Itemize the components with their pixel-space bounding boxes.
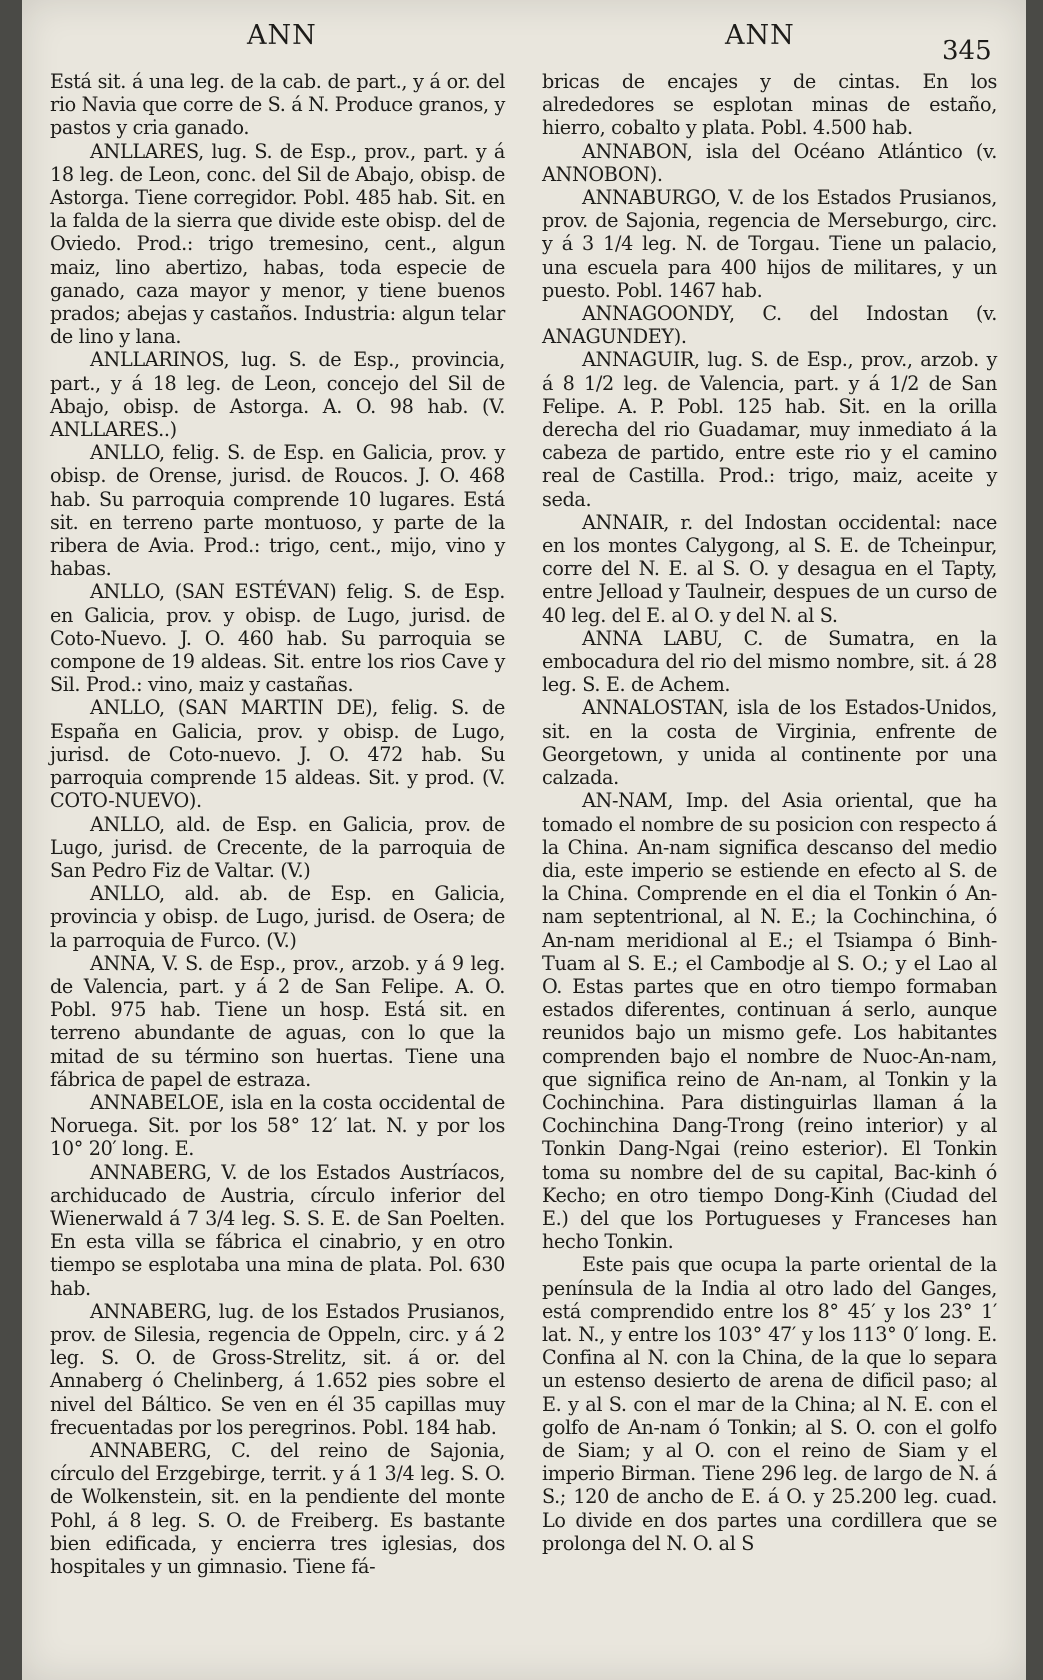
book-page bbox=[22, 0, 1026, 1680]
dictionary-entry: Está sit. á una leg. de la cab. de part., y á or. del rio Navia que corre de S. á N. Produce granos, y pastos y cria ganado. bbox=[50, 70, 505, 140]
dictionary-entry: AN-NAM, Imp. del Asia oriental, que ha tomado el nombre de su posicion con respecto á la China. An-nam significa descanso del medio dia, este imperio se estiende en efecto al S. de la China. Comprende en el dia el Tonkin ó An-nam septentrional, al N. E.; la Cochinchina, ó An-nam meridional al E.; el Tsiampa ó Binh-Tuam al S. E.; el Cambodje al S. O.; y el Lao al O. Estas partes que en otro tiempo formaban estados diferentes, continuan á serlo, aunque reunidos bajo un mismo gefe. Los habitantes comprenden bajo el nombre de Nuoc-An-nam, que significa reino de An-nam, al Tonkin y la Cochinchina. Para distinguirlas llaman á la Cochinchina Dang-Trong (reino interior) y al Tonkin Dang-Ngai (reino esterior). El Tonkin toma su nombre del de su capital, Bac-kinh ó Kecho; en otro tiempo Dong-Kinh (Ciudad del E.) del que los Portugueses y Franceses han hecho Tonkin. bbox=[542, 789, 997, 1254]
dictionary-entry: ANNA, V. S. de Esp., prov., arzob. y á 9 leg. de Valencia, part. y á 2 de San Felipe. A. O. Pobl. 975 hab. Tiene un hosp. Está sit. en terreno abundante de aguas, con lo que la mitad de su término son huertas. Tiene una fábrica de papel de estraza. bbox=[50, 951, 505, 1091]
dictionary-entry: ANNALOSTAN, isla de los Estados-Unidos, sit. en la costa de Virginia, enfrente de Georgetown, y unida al continente por una calzada. bbox=[542, 696, 997, 790]
left-column bbox=[50, 70, 505, 1578]
right-column bbox=[542, 70, 997, 1555]
dictionary-entry: ANLLO, ald. ab. de Esp. en Galicia, provincia y obisp. de Lugo, jurisd. de Osera; de la parroquia de Furco. (V.) bbox=[50, 882, 505, 952]
dictionary-entry: ANNABELOE, isla en la costa occidental de Noruega. Sit. por los 58° 12′ lat. N. y por los 10° 20′ long. E. bbox=[50, 1090, 505, 1161]
dictionary-entry: bricas de encajes y de cintas. En los alrededores se esplotan minas de estaño, hierro, cobalto y plata. Pobl. 4.500 hab. bbox=[542, 70, 997, 140]
dictionary-entry: ANNABERG, lug. de los Estados Prusianos, prov. de Silesia, regencia de Oppeln, circ. y á 2 leg. S. O. de Gross-Strelitz, sit. á or. del Annaberg ó Chelinberg, á 1.652 pies sobre el nivel del Báltico. Se ven en él 35 capillas muy frecuentadas por los peregrinos. Pobl. 184 hab. bbox=[50, 1299, 505, 1439]
page-number: 345 bbox=[942, 36, 992, 66]
dictionary-entry: ANLLO, (SAN ESTÉVAN) felig. S. de Esp. en Galicia, prov. y obisp. de Lugo, jurisd. de Coto-Nuevo. J. O. 460 hab. Su parroquia se compone de 19 aldeas. Sit. entre los rios Cave y Sil. Prod.: vino, maiz y castañas. bbox=[50, 580, 505, 697]
dictionary-entry: ANLLO, ald. de Esp. en Galicia, prov. de Lugo, jurisd. de Crecente, de la parroquia de San Pedro Fiz de Valtar. (V.) bbox=[50, 812, 505, 882]
running-head-left: ANN bbox=[247, 20, 317, 51]
dictionary-entry: ANNAGUIR, lug. S. de Esp., prov., arzob. y á 8 1/2 leg. de Valencia, part. y á 1/2 de San Felipe. A. P. Pobl. 125 hab. Sit. en la orilla derecha del rio Guadamar, muy inmediato á la cabeza de partido, entre este rio y el camino real de Castilla. Prod.: trigo, maiz, aceite y seda. bbox=[542, 348, 997, 511]
dictionary-entry: ANNABERG, V. de los Estados Austríacos, archiducado de Austria, círculo inferior del Wienerwald á 7 3/4 leg. S. S. E. de San Poelten. En esta villa se fábrica el cinabrio, y en otro tiempo se esplotaba una mina de plata. Pol. 630 hab. bbox=[50, 1160, 505, 1300]
dictionary-entry: ANNAIR, r. del Indostan occidental: nace en los montes Calygong, al S. E. de Tcheinpur, corre del N. E. al S. O. y desagua en el Tapty, entre Jelload y Taulneir, despues de un curso de 40 leg. del E. al O. y del N. al S. bbox=[542, 510, 997, 627]
dictionary-entry: ANLLO, (SAN MARTIN DE), felig. S. de España en Galicia, prov. y obisp. de Lugo, jurisd. de Coto-nuevo. J. O. 472 hab. Su parroquia comprende 15 aldeas. Sit. y prod. (V. COTO-NUEVO). bbox=[50, 696, 505, 813]
dictionary-entry: ANNAGOONDY, C. del Indostan (v. ANAGUNDEY). bbox=[542, 302, 997, 349]
dictionary-entry: ANLLO, felig. S. de Esp. en Galicia, prov. y obisp. de Orense, jurisd. de Roucos. J. O. 468 hab. Su parroquia comprende 10 lugares. Está sit. en terreno parte montuoso, y parte de la ribera de Avia. Prod.: trigo, cent., mijo, vino y habas. bbox=[50, 441, 505, 581]
dictionary-entry: ANNABURGO, V. de los Estados Prusianos, prov. de Sajonia, regencia de Merseburgo, circ. y á 3 1/4 leg. N. de Torgau. Tiene un palacio, una escuela para 400 hijos de militares, y un puesto. Pobl. 1467 hab. bbox=[542, 186, 997, 302]
dictionary-entry: ANNABERG, C. del reino de Sajonia, círculo del Erzgebirge, territ. y á 1 3/4 leg. S. O. de Wolkenstein, sit. en la pendiente del monte Pohl, á 8 leg. S. O. de Freiberg. Es bastante bien edificada, y encierra tres iglesias, dos hospitales y un gimnasio. Tiene fá- bbox=[50, 1438, 505, 1578]
dictionary-entry: ANNA LABU, C. de Sumatra, en la embocadura del rio del mismo nombre, sit. á 28 leg. S. E. de Achem. bbox=[542, 626, 997, 697]
dictionary-entry: ANLLARES, lug. S. de Esp., prov., part. y á 18 leg. de Leon, conc. del Sil de Abajo, obisp. de Astorga. Tiene corregidor. Pobl. 485 hab. Sit. en la falda de la sierra que divide este obisp. del de Oviedo. Prod.: trigo tremesino, cent., algun maiz, lino abertizo, habas, toda especie de ganado, caza mayor y menor, y tiene buenos prados; abejas y castaños. Industria: algun telar de lino y lana. bbox=[50, 139, 505, 349]
dictionary-entry: ANLLARINOS, lug. S. de Esp., provincia, part., y á 18 leg. de Leon, concejo del Sil de Abajo, obisp. de Astorga. A. O. 98 hab. (V. ANLLARES..) bbox=[50, 348, 505, 442]
running-head-right: ANN bbox=[725, 20, 795, 51]
dictionary-entry: Este pais que ocupa la parte oriental de la península de la India al otro lado del Ganges, está comprendido entre los 8° 45′ y los 23° 1′ lat. N., y entre los 103° 47′ y los 113° 0′ long. E. Confina al N. con la China, de la que lo separa un estenso desierto de arena de dificil paso; al E. y al S. con el mar de la China; al N. E. con el golfo de An-nam ó Tonkin; al S. O. con el golfo de Siam; y al O. con el reino de Siam y el imperio Birman. Tiene 296 leg. de largo de N. á S.; 120 de ancho de E. á O. y 25.200 leg. cuad. Lo divide en dos partes una cordillera que se prolonga del N. O. al S bbox=[542, 1253, 997, 1555]
dictionary-entry: ANNABON, isla del Océano Atlántico (v. ANNOBON). bbox=[542, 139, 997, 186]
